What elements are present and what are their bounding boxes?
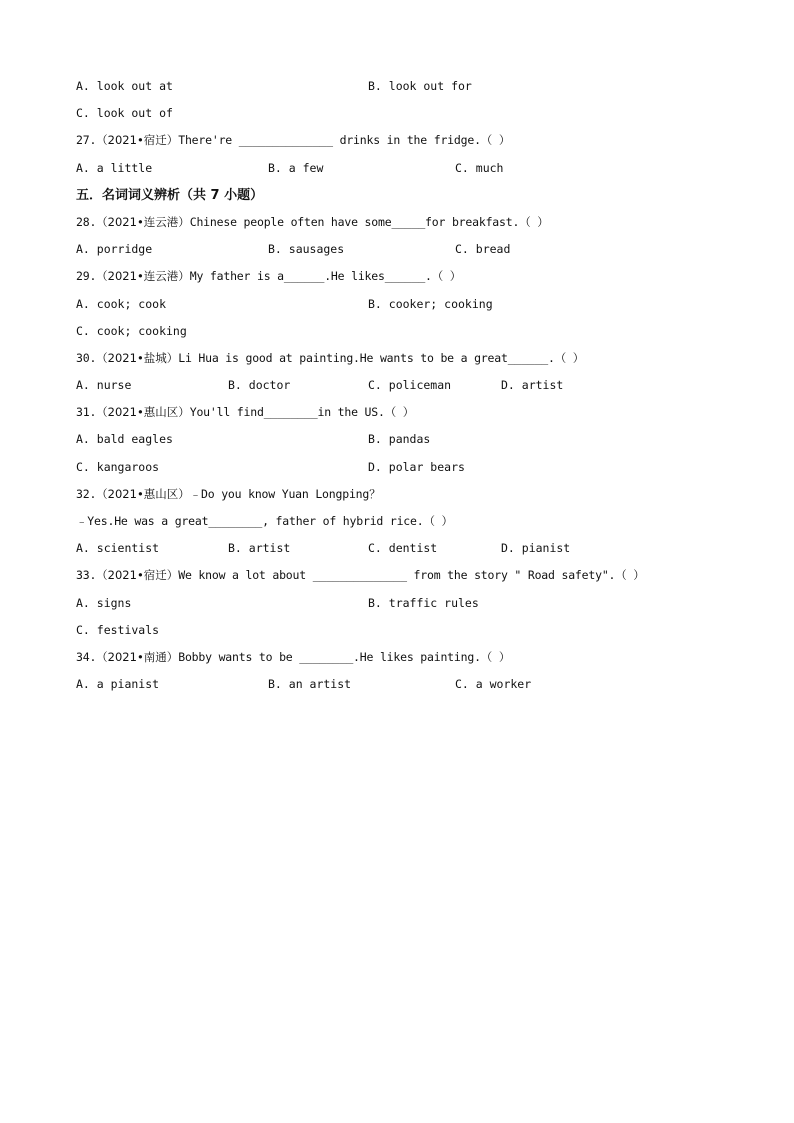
question-text: Chinese people often have some_____for breakfast.（ ） [189,214,549,229]
answer-option: A. a little [76,160,153,175]
answer-option: C. festivals [76,622,160,637]
question-stem [76,402,716,429]
answer-option: A. bald eagles [76,432,173,447]
question-stem [76,647,716,674]
options-row [76,674,716,701]
options-row [76,158,716,185]
answer-option: B. pandas [368,432,431,447]
options-row [76,457,716,484]
question-text: There're ______________ drinks in the fridge.（ ） [178,133,511,148]
answer-option: B. traffic rules [368,595,479,610]
answer-option: C. cook; cooking [76,323,187,338]
question-number: 34. [76,649,97,664]
answer-option: A. nurse [76,378,132,393]
source-tag: （2021•盐城） [96,350,179,365]
question-text: Bobby wants to be ________.He likes painting.（ ） [178,649,511,664]
source-tag: （2021•宿迁） [96,568,179,583]
answer-option: B. look out for [368,79,472,93]
options-row [76,620,716,647]
answer-option: A. scientist [76,541,160,556]
question-stem [76,484,716,511]
question-text: You'll find________in the US.（ ） [189,405,415,420]
question-text: ﹣Do you know Yuan Longping？ [189,486,381,501]
question-text: ﹣Yes.He was a great________, father of hybrid rice.（ ） [76,514,453,528]
question-stem [76,565,716,592]
answer-option: B. a few [268,160,324,175]
options-row [76,239,716,266]
source-tag: （2021•惠山区） [96,405,190,420]
answer-option: B. doctor [228,378,291,393]
question-number: 32. [76,486,97,501]
answer-option: B. sausages [268,242,345,257]
source-tag: （2021•连云港） [96,214,190,229]
question-stem [76,266,716,293]
answer-option: A. porridge [76,242,153,257]
answer-option: C. look out of [76,106,173,121]
options-row [76,375,716,402]
source-tag: （2021•惠山区） [96,486,190,501]
question-continuation [76,511,716,538]
answer-option: C. much [455,160,504,175]
question-number: 27. [76,133,97,148]
section-title: 五．名词词义辨析（共 7 小题） [76,187,264,203]
question-text: My father is a______.He likes______.（ ） [189,269,462,284]
answer-option: A. a pianist [76,677,160,692]
source-tag: （2021•宿迁） [96,133,179,148]
source-tag: （2021•南通） [96,649,179,664]
options-row [76,294,716,321]
answer-option: D. artist [501,378,564,393]
question-number: 28. [76,214,97,229]
answer-option: D. polar bears [368,459,465,474]
options-row [76,429,716,456]
question-stem [76,130,716,157]
section-heading [76,185,716,212]
document-page [76,76,716,701]
answer-option: C. bread [455,242,511,257]
question-text: Li Hua is good at painting.He wants to be a great______.（ ） [178,350,585,365]
answer-option: C. policeman [368,378,452,393]
question-stem [76,348,716,375]
source-tag: （2021•连云港） [96,269,190,284]
question-text: We know a lot about ______________ from the story " Road safety".（ ） [178,568,645,583]
question-number: 29. [76,269,97,284]
answer-option: B. an artist [268,677,352,692]
question-number: 30. [76,350,97,365]
answer-option: B. artist [228,541,291,556]
options-row [76,76,716,103]
options-row [76,103,716,130]
answer-option: A. look out at [76,79,173,93]
answer-option: B. cooker; cooking [368,296,493,311]
question-number: 31. [76,405,97,420]
answer-option: C. a worker [455,677,532,692]
answer-option: A. signs [76,595,132,610]
question-number: 33. [76,568,97,583]
question-stem [76,212,716,239]
answer-option: C. kangaroos [76,459,160,474]
options-row [76,593,716,620]
options-row [76,321,716,348]
options-row [76,538,716,565]
answer-option: C. dentist [368,541,438,556]
answer-option: A. cook; cook [76,296,167,311]
answer-option: D. pianist [501,541,571,556]
